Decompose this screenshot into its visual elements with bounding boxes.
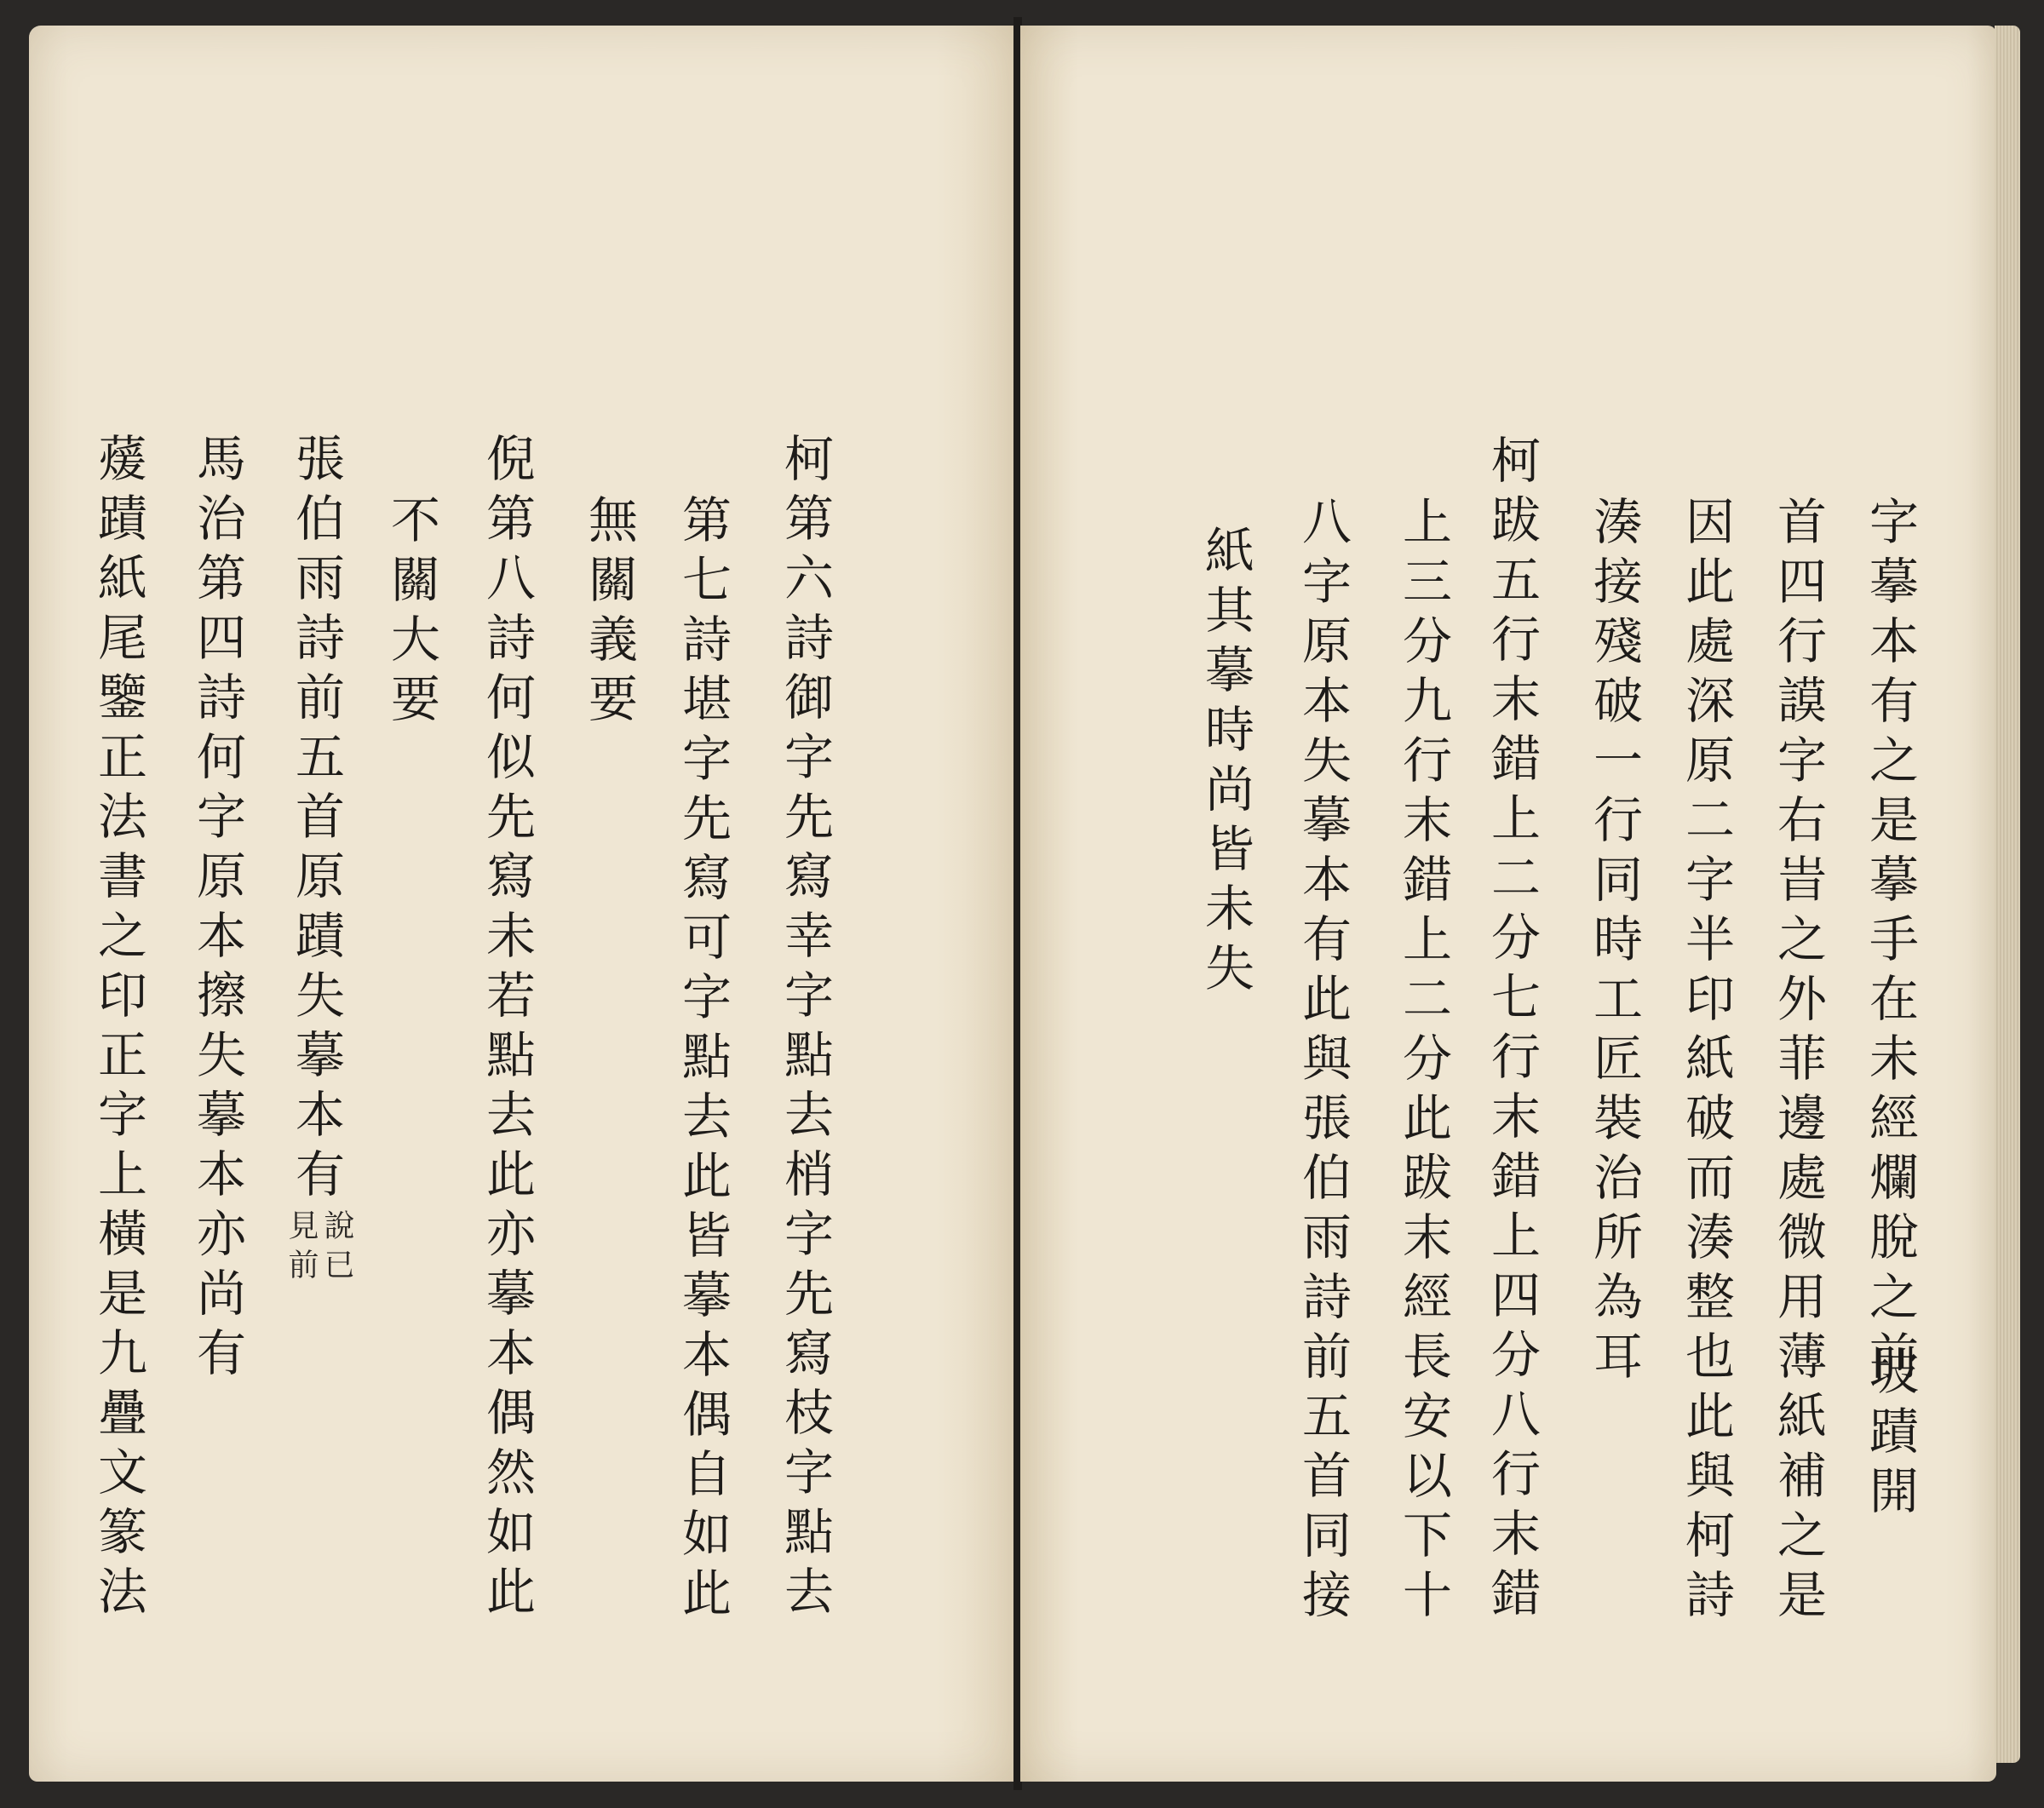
right-column-7: 八字原本失摹本有此與張伯雨詩前五首同接 <box>1294 496 1352 1628</box>
left-inline-note-2: 見前 <box>284 1209 319 1288</box>
right-column-6: 上三分九行末錯上二分此跋末經長安以下十 <box>1394 496 1452 1628</box>
right-column-8: 紙其摹時尚皆未失 <box>1197 525 1255 1002</box>
left-column-4: 倪第八詩何似先寫未若點去此亦摹本偶然如此 <box>478 433 536 1625</box>
right-column-1: 字摹本有之是摹手在未經爛脫之前 <box>1861 496 1919 1390</box>
page-edges <box>1995 26 2020 1763</box>
left-column-6: 張伯雨詩前五首原蹟失摹本有 <box>287 433 345 1208</box>
right-column-5: 柯跋五行末錯上二分七行末錯上四分八行末錯 <box>1483 434 1541 1627</box>
left-column-7: 馬治第四詩何字原本擦失摹本亦尚有 <box>188 433 246 1386</box>
left-column-2: 第七詩堪字先寫可字點去此皆摹本偶自如此 <box>674 494 732 1627</box>
left-column-3: 無關義要 <box>580 494 638 732</box>
left-inline-note-1: 說已 <box>319 1209 354 1288</box>
right-column-1-annotation: 坡蹟開 <box>1861 1346 1919 1524</box>
left-column-8: 蕿蹟紙尾鑒正法書之印正字上橫是九疊文篆法 <box>89 433 147 1625</box>
right-column-4: 湊接殘破一行同時工匠裝治所為耳 <box>1585 496 1643 1390</box>
left-column-1: 柯第六詩御字先寫幸字點去梢字先寫枝字點去 <box>776 433 834 1625</box>
right-column-3: 因此處深原二字半印紙破而湊整也此與柯詩 <box>1677 496 1735 1628</box>
left-column-5: 不關大要 <box>382 494 440 732</box>
right-column-2: 首四行謨字右旹之外菲邊處微用薄紙補之是 <box>1769 496 1827 1628</box>
